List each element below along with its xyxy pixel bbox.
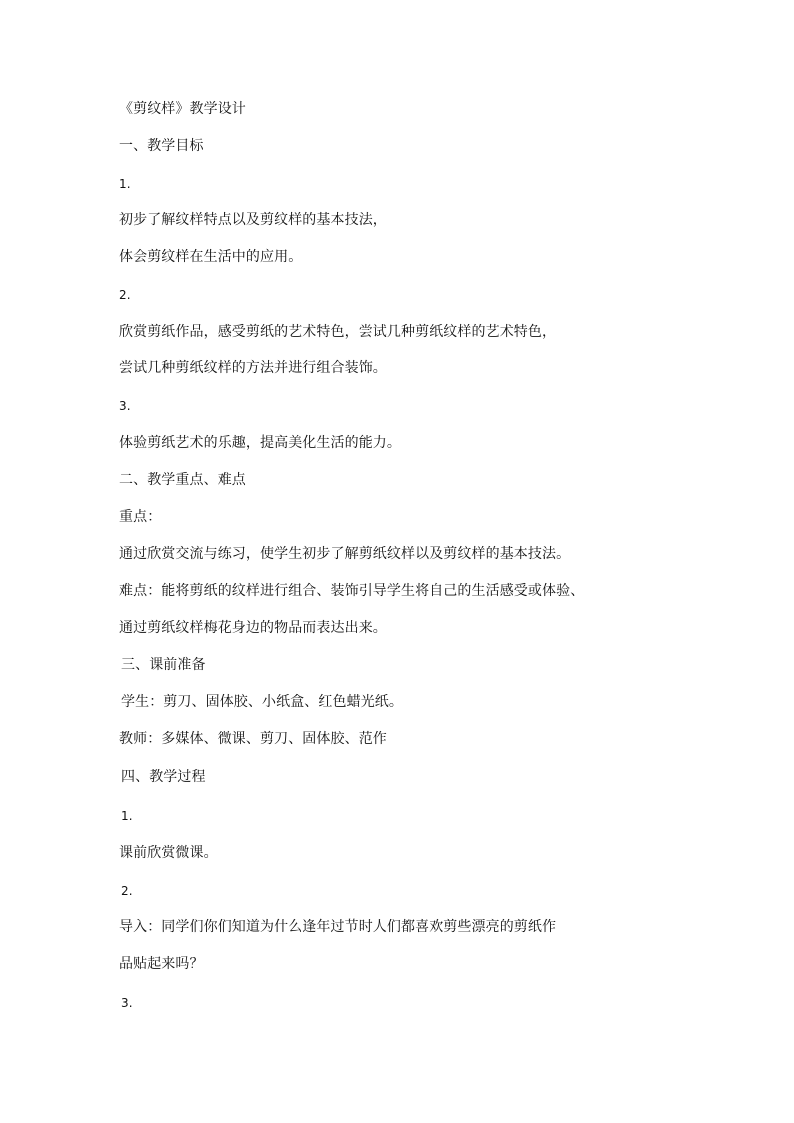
key-point-label: 重点： xyxy=(119,509,162,525)
paragraph-line: 学生：剪刀、固体胶、小纸盒、红色蜡光纸。 xyxy=(121,694,403,710)
paragraph-line: 体会剪纹样在生活中的应用。 xyxy=(119,249,303,265)
list-number: 3. xyxy=(121,996,133,1010)
list-number: 2. xyxy=(119,288,131,302)
section-heading-process: 四、教学过程 xyxy=(121,769,206,785)
section-heading-objectives: 一、教学目标 xyxy=(119,138,204,154)
document-title: 《剪纹样》教学设计 xyxy=(119,101,246,117)
paragraph-line: 难点：能将剪纸的纹样进行组合、装饰引导学生将自己的生活感受或体验、 xyxy=(119,583,585,599)
list-number: 1. xyxy=(121,809,133,823)
section-heading-preparation: 三、课前准备 xyxy=(121,657,206,673)
paragraph-line: 体验剪纸艺术的乐趣，提高美化生活的能力。 xyxy=(119,435,401,451)
paragraph-line: 教师：多媒体、微课、剪刀、固体胶、范作 xyxy=(119,731,387,747)
list-number: 3. xyxy=(119,399,131,413)
paragraph-line: 通过欣赏交流与练习，使学生初步了解剪纸纹样以及剪纹样的基本技法。 xyxy=(119,546,571,562)
paragraph-line: 欣赏剪纸作品，感受剪纸的艺术特色，尝试几种剪纸纹样的艺术特色， xyxy=(119,324,557,340)
paragraph-line: 初步了解纹样特点以及剪纹样的基本技法， xyxy=(119,212,387,228)
paragraph-line: 导入：同学们你们知道为什么逢年过节时人们都喜欢剪些漂亮的剪纸作 xyxy=(119,919,557,935)
paragraph-line: 通过剪纸纹样梅花身边的物品而表达出来。 xyxy=(119,620,387,636)
paragraph-line: 尝试几种剪纸纹样的方法并进行组合装饰。 xyxy=(119,360,387,376)
list-number: 1. xyxy=(119,177,131,191)
list-number: 2. xyxy=(121,884,133,898)
section-heading-key-points: 二、教学重点、难点 xyxy=(119,472,246,488)
paragraph-line: 品贴起来吗？ xyxy=(119,956,204,972)
paragraph-line: 课前欣赏微课。 xyxy=(119,845,218,861)
